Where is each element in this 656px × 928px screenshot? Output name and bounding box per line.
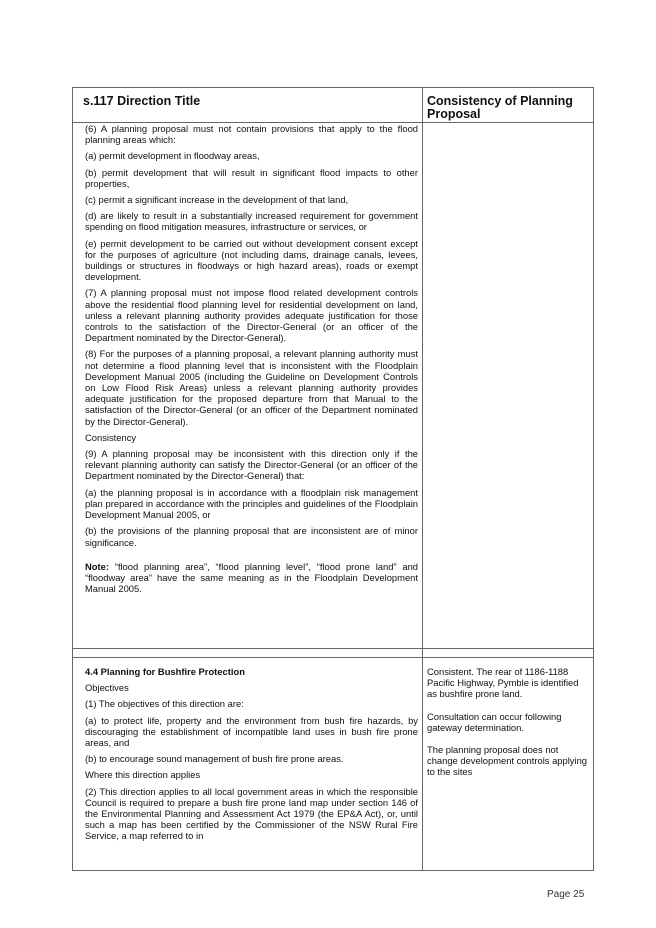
paragraph: (2) This direction applies to all local government areas in which the responsible Council is required to prepare a bush fire prone land map under section 146 of the Environmental Planning and Assessment Act 1979 (the EP&A Act), or, until such a map has been certified by the Commissioner of the NSW Rural Fire Service, a map referred to in (85, 785, 418, 842)
table-spacer-row (73, 649, 594, 658)
bushfire-consistency-text (423, 658, 593, 778)
consistency-paragraph: The planning proposal does not change development controls applying to the sites (427, 744, 588, 778)
paragraph: (b) permit development that will result in significant flood impacts to other properties, (85, 166, 418, 189)
paragraph: (d) are likely to result in a substantially increased requirement for government spending on flood mitigation measures, infrastructure or services, or (85, 210, 418, 233)
consistency-paragraph: Consultation can occur following gateway determination. (427, 710, 562, 733)
paragraph: Where this direction applies (85, 769, 201, 781)
table-row-flood (73, 123, 594, 649)
header-consistency: Consistency of Planning Proposal (427, 94, 573, 121)
paragraph: (9) A planning proposal may be inconsistent with this direction only if the relevant planning authority can satisfy the Director-General (or an officer of the Department nominated by the Director-General) that: (85, 448, 418, 482)
paragraph: Objectives (85, 682, 129, 694)
paragraph: (a) the planning proposal is in accordance with a floodplain risk management plan prepared in accordance with the principles and guidelines of the Floodplain Development Manual 2005, or (85, 486, 418, 521)
flood-consistency-cell (423, 123, 594, 649)
paragraph: Consistency (85, 431, 137, 443)
table-header-row (73, 88, 594, 123)
paragraph: (7) A planning proposal must not impose flood related development controls above the residential flood planning level for residential development on land, unless a relevant planning authority provides adequate justification for those controls to the satisfaction of the Director-General (or an officer of the Department nominated by the Director-General). (85, 287, 418, 344)
bushfire-direction-text (73, 666, 422, 842)
paragraph: (8) For the purposes of a planning proposal, a relevant planning authority must not determine a flood planning level that is inconsistent with the Floodplain Development Manual 2005 (including the Guideline on Development Controls on Low Flood Risk Areas) unless a relevant planning authority provides adequate justification for the proposed departure from that Manual to the satisfaction of the Director-General (or an officer of the Department nominated by the Director-General). (85, 348, 418, 427)
consistency-paragraph: Consistent. The rear of 1186-1188 Pacific Highway, Pymble is identified as bushfire prone land. (427, 666, 579, 700)
section-heading: 4.4 Planning for Bushfire Protection (85, 666, 245, 677)
note-text: “flood planning area”, “flood planning level”, “flood prone land” and “floodway area” have the same meaning as in the Floodplain Development Manual 2005. (85, 560, 418, 595)
note-label: Note: (85, 560, 109, 572)
paragraph: (1) The objectives of this direction are: (85, 698, 244, 710)
paragraph: (a) permit development in floodway areas, (85, 150, 260, 162)
s117-direction-table (72, 87, 594, 871)
header-direction-title: s.117 Direction Title (83, 94, 201, 108)
paragraph: (b) to encourage sound management of bush fire prone areas. (85, 753, 344, 765)
paragraph: (a) to protect life, property and the environment from bush fire hazards, by discouraging the establishment of incompatible land uses in bush fire prone areas, and (85, 714, 418, 749)
paragraph: (c) permit a significant increase in the development of that land, (85, 194, 349, 206)
table-row-bushfire (73, 658, 594, 871)
flood-direction-text (73, 123, 422, 594)
definition-note (85, 561, 418, 595)
paragraph: (6) A planning proposal must not contain provisions that apply to the flood planning areas which: (85, 123, 418, 146)
paragraph: (e) permit development to be carried out without development consent except for the purposes of agriculture (not including dams, drainage canals, levees, buildings or structures in floodways or high hazard areas), roads or exempt development. (85, 237, 418, 283)
paragraph: (b) the provisions of the planning proposal that are inconsistent are of minor significance. (85, 525, 418, 548)
page-number: Page 25 (547, 889, 585, 900)
